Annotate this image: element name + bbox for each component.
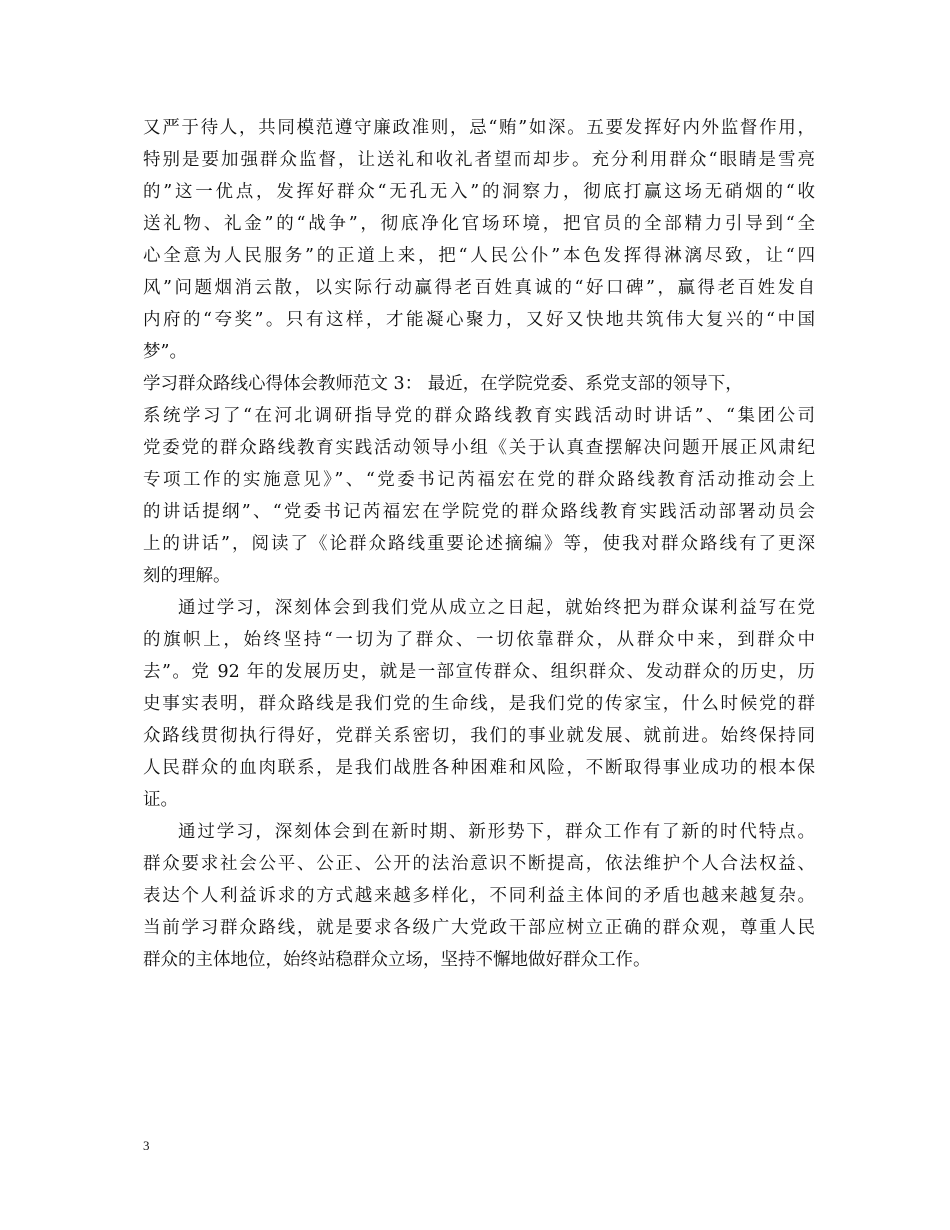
text-line: 刻的理解。 [143,566,231,586]
text-line: 众路线贯彻执行得好，党群关系密切，我们的事业就发展、就前进。始终保持同 [143,726,815,746]
text-line: 专项工作的实施意见》”、“党委书记芮福宏在党的群众路线教育活动推动会上 [143,470,815,490]
text-line: 群众的主体地位，始终站稳群众立场，坚持不懈地做好群众工作。 [143,950,651,970]
text-line: 系统学习了“在河北调研指导党的群众路线教育实践活动时讲话”、“集团公司 [143,406,815,426]
text-line: 的”这一优点，发挥好群众“无孔无入”的洞察力，彻底打赢这场无硝烟的“收 [143,182,815,202]
text-line: 送礼物、礼金”的“战争”，彻底净化官场环境，把官员的全部精力引导到“全 [143,214,815,234]
paragraph-continuation [143,112,815,368]
paragraph-party-history [143,592,815,816]
text-line: 心全意为人民服务”的正道上来，把“人民公仆”本色发挥得淋漓尽致，让“四 [143,246,815,266]
text-line-heading: 学习群众路线心得体会教师范文 3： 最近，在学院党委、系党支部的领导下， [143,374,743,394]
paragraph-essay-intro [143,368,815,592]
document-body [143,112,815,976]
text-line: 证。 [143,790,178,810]
text-line: 通过学习，深刻体会到在新时期、新形势下，群众工作有了新的时代特点。 [178,822,815,842]
paragraph-new-era [143,816,815,976]
text-line: 又严于待人，共同模范遵守廉政准则，忌“贿”如深。五要发挥好内外监督作用， [143,118,815,138]
text-line: 风”问题烟消云散，以实际行动赢得老百姓真诚的“好口碑”，赢得老百姓发自 [143,278,815,298]
text-line: 史事实表明，群众路线是我们党的生命线，是我们党的传家宝，什么时候党的群 [143,694,815,714]
page-number: 3 [143,1138,150,1153]
text-line: 人民群众的血肉联系，是我们战胜各种困难和风险，不断取得事业成功的根本保 [143,758,815,778]
text-line: 群众要求社会公平、公正、公开的法治意识不断提高，依法维护个人合法权益、 [143,854,815,874]
text-line: 特别是要加强群众监督，让送礼和收礼者望而却步。充分利用群众“眼睛是雪亮 [143,150,815,170]
text-line: 当前学习群众路线，就是要求各级广大党政干部应树立正确的群众观，尊重人民 [143,918,815,938]
text-line: 去”。党 92 年的发展历史，就是一部宣传群众、组织群众、发动群众的历史，历 [143,662,815,682]
text-line: 党委党的群众路线教育实践活动领导小组《关于认真查摆解决问题开展正风肃纪 [143,438,815,458]
text-line: 内府的“夸奖”。只有这样，才能凝心聚力，又好又快地共筑伟大复兴的“中国 [143,310,815,330]
text-line: 的讲话提纲”、“党委书记芮福宏在学院党的群众路线教育实践活动部署动员会 [143,502,815,522]
text-line: 上的讲话”，阅读了《论群众路线重要论述摘编》等，使我对群众路线有了更深 [143,534,815,554]
text-line: 通过学习，深刻体会到我们党从成立之日起，就始终把为群众谋利益写在党 [178,598,815,618]
text-line: 表达个人利益诉求的方式越来越多样化，不同利益主体间的矛盾也越来越复杂。 [143,886,815,906]
text-line: 梦”。 [143,342,187,362]
text-line: 的旗帜上，始终坚持“一切为了群众、一切依靠群众，从群众中来，到群众中 [143,630,815,650]
